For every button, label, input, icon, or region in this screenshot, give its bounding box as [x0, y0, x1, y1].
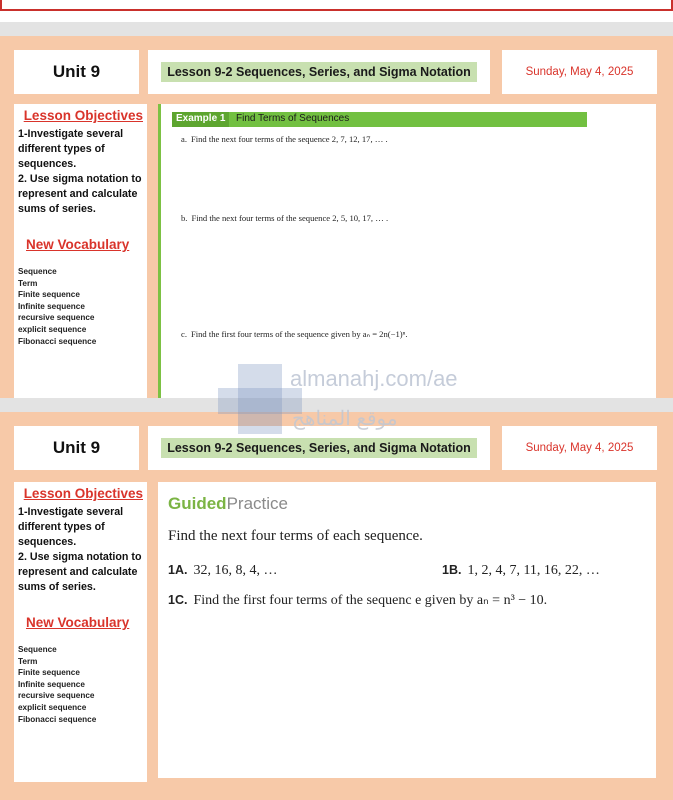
example-panel [158, 104, 656, 406]
objectives-heading: Lesson Objectives [23, 486, 143, 501]
lesson-title: Lesson 9-2 Sequences, Series, and Sigma Notation [161, 438, 477, 458]
vocabulary-item: Sequence [18, 267, 57, 276]
item-text: Find the first four terms of the sequenc e given by aₙ = n³ − 10. [193, 593, 548, 608]
question-c [181, 329, 408, 340]
lesson-title-box [148, 50, 490, 94]
example-tag: Example 1 [172, 112, 229, 127]
watermark-arabic: موقع المناهج [292, 408, 398, 430]
question-text: Find the first four terms of the sequence given by aₙ = 2n(−1)ⁿ. [190, 329, 408, 339]
vocabulary-item: Infinite sequence [18, 679, 85, 689]
unit-label: Unit 9 [14, 50, 139, 94]
question-b [181, 213, 388, 223]
vocabulary-item: Infinite sequence [18, 301, 85, 311]
objective-item: 1-Investigate several different types of sequences. [18, 506, 124, 548]
unit-label: Unit 9 [14, 426, 139, 470]
guided-word: Guided [168, 494, 227, 513]
lesson-title-box [148, 426, 490, 470]
top-red-border [0, 0, 673, 11]
date-label: Sunday, May 4, 2025 [502, 50, 657, 94]
lesson-title: Lesson 9-2 Sequences, Series, and Sigma Notation [161, 62, 477, 82]
objective-item: 2. Use sigma notation to represent and calculate sums of series. [18, 551, 142, 593]
practice-item-1c [168, 592, 547, 609]
question-text: Find the next four terms of the sequence 2, 7, 12, 17, … . [190, 134, 388, 144]
objective-item: 2. Use sigma notation to represent and calculate sums of series. [18, 173, 142, 215]
question-a [181, 134, 388, 144]
question-text: Find the next four terms of the sequence 2, 5, 10, 17, … . [191, 213, 389, 223]
vocabulary-heading: New Vocabulary [26, 237, 130, 252]
practice-item-1b [442, 563, 600, 579]
item-number: 1B. [442, 563, 462, 577]
vocabulary-item: Sequence [18, 645, 57, 654]
objective-item: 1-Investigate several different types of sequences. [18, 128, 124, 170]
vocabulary-item: Finite sequence [18, 668, 80, 678]
vocabulary-list [18, 266, 143, 347]
objectives-panel [14, 104, 147, 400]
top-strip [0, 0, 673, 22]
objectives-panel [14, 482, 147, 782]
example-header [172, 112, 587, 127]
guided-practice-heading [168, 494, 288, 514]
practice-word: Practice [226, 494, 288, 513]
vocabulary-item: explicit sequence [18, 702, 87, 712]
vocabulary-item: explicit sequence [18, 324, 87, 334]
question-label: b. [181, 213, 188, 223]
vocabulary-item: Term [18, 656, 38, 666]
separator-band [0, 22, 673, 36]
watermark-text: almanahj.com/ae [290, 366, 458, 391]
question-label: c. [181, 329, 187, 339]
example-title: Find Terms of Sequences [236, 113, 350, 124]
vocabulary-item: Fibonacci sequence [18, 714, 97, 724]
item-text: 1, 2, 4, 7, 11, 16, 22, … [467, 563, 600, 578]
item-text: 32, 16, 8, 4, … [193, 563, 278, 578]
vocabulary-item: Term [18, 278, 38, 288]
date-label: Sunday, May 4, 2025 [502, 426, 657, 470]
vocabulary-item: Finite sequence [18, 290, 80, 300]
guided-instruction: Find the next four terms of each sequence. [168, 528, 423, 544]
guided-practice-panel [158, 482, 656, 778]
item-number: 1C. [168, 593, 188, 607]
practice-item-1a [168, 563, 277, 579]
vocabulary-list [18, 644, 143, 725]
objectives-heading: Lesson Objectives [23, 108, 143, 123]
question-label: a. [181, 134, 187, 144]
vocabulary-item: recursive sequence [18, 691, 95, 701]
slide-1 [0, 36, 673, 416]
vocabulary-heading: New Vocabulary [26, 615, 130, 630]
vocabulary-item: Fibonacci sequence [18, 336, 97, 346]
vocabulary-item: recursive sequence [18, 313, 95, 323]
slide-2 [0, 412, 673, 800]
item-number: 1A. [168, 563, 188, 577]
